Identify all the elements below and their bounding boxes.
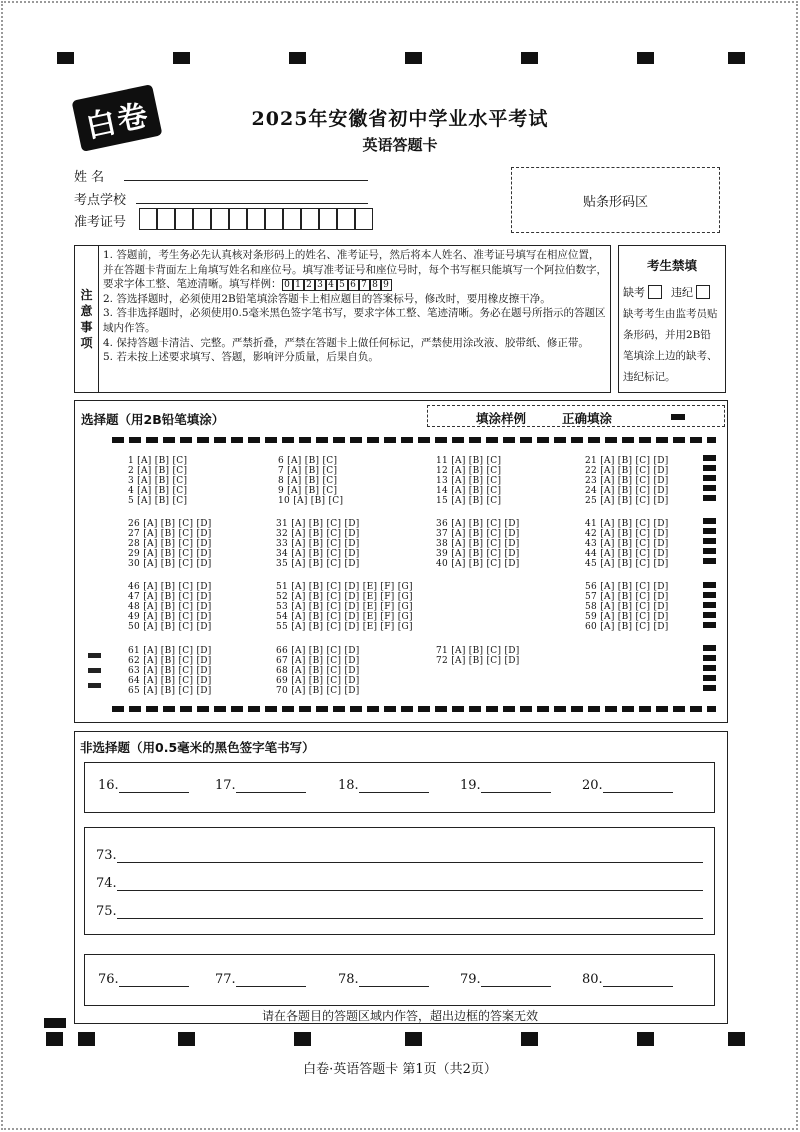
timing-mark bbox=[173, 52, 190, 64]
fill-sample-label: 填涂样例 bbox=[476, 411, 527, 426]
mc-question-row[interactable]: 6 [A] [B] [C] bbox=[278, 456, 338, 466]
answer-line-74[interactable]: 74. bbox=[96, 876, 703, 891]
mc-question-row[interactable]: 69 [A] [B] [C] [D] bbox=[276, 676, 360, 686]
page-footer: 白卷·英语答题卡 第1页（共2页） bbox=[303, 1062, 497, 1077]
timing-mark bbox=[46, 1032, 63, 1046]
timing-mark bbox=[405, 52, 422, 64]
violation-label: 违纪 bbox=[671, 286, 693, 299]
timing-mark bbox=[728, 52, 745, 64]
mc-question-row[interactable]: 47 [A] [B] [C] [D] bbox=[128, 592, 212, 602]
mc-question-row[interactable]: 54 [A] [B] [C] [D] [E] [F] [G] bbox=[276, 612, 413, 622]
proctor-panel bbox=[618, 245, 726, 393]
mc-question-row[interactable]: 21 [A] [B] [C] [D] bbox=[585, 456, 669, 466]
mc-question-row[interactable]: 7 [A] [B] [C] bbox=[278, 466, 338, 476]
answer-blank-17[interactable]: 17. bbox=[215, 778, 306, 793]
mc-question-row[interactable]: 1 [A] [B] [C] bbox=[128, 456, 188, 466]
name-label: 姓 名 bbox=[74, 170, 105, 185]
absent-label: 缺考 bbox=[623, 286, 645, 299]
mc-question-row[interactable]: 8 [A] [B] [C] bbox=[278, 476, 338, 486]
answer-blank-79[interactable]: 79. bbox=[460, 972, 551, 987]
mc-title: 选择题（用2B铅笔填涂） bbox=[81, 412, 225, 427]
baijuan-logo: 白卷 bbox=[71, 84, 162, 152]
answer-blank-77[interactable]: 77. bbox=[215, 972, 306, 987]
mc-question-row[interactable]: 45 [A] [B] [C] [D] bbox=[585, 559, 669, 569]
answer-blank-19[interactable]: 19. bbox=[460, 778, 551, 793]
barcode-area bbox=[511, 167, 720, 233]
notes-panel bbox=[74, 245, 611, 393]
mc-question-row[interactable]: 48 [A] [B] [C] [D] bbox=[128, 602, 212, 612]
timing-mark bbox=[78, 1032, 95, 1046]
mc-question-row[interactable]: 60 [A] [B] [C] [D] bbox=[585, 622, 669, 632]
answer-line-73[interactable]: 73. bbox=[96, 848, 703, 863]
mc-question-row[interactable]: 55 [A] [B] [C] [D] [E] [F] [G] bbox=[276, 622, 413, 632]
mc-question-row[interactable]: 42 [A] [B] [C] [D] bbox=[585, 529, 669, 539]
page-subtitle: 英语答题卡 bbox=[362, 136, 438, 154]
mc-question-row[interactable]: 71 [A] [B] [C] [D] bbox=[436, 646, 520, 656]
mc-question-row[interactable]: 70 [A] [B] [C] [D] bbox=[276, 686, 360, 696]
footer-note: 请在各题目的答题区域内作答，超出边框的答案无效 bbox=[261, 1009, 538, 1023]
mc-question-row[interactable]: 3 [A] [B] [C] bbox=[128, 476, 188, 486]
mc-question-row[interactable]: 64 [A] [B] [C] [D] bbox=[128, 676, 212, 686]
timing-mark bbox=[728, 1032, 745, 1046]
answer-blank-76[interactable]: 76. bbox=[98, 972, 189, 987]
mc-question-row[interactable]: 39 [A] [B] [C] [D] bbox=[436, 549, 520, 559]
mc-question-row[interactable]: 35 [A] [B] [C] [D] bbox=[276, 559, 360, 569]
timing-mark bbox=[289, 52, 306, 64]
violation-checkbox[interactable] bbox=[696, 285, 710, 299]
correct-fill-mark bbox=[671, 414, 685, 420]
fill-sample bbox=[427, 405, 725, 427]
mc-question-row[interactable]: 15 [A] [B] [C] bbox=[436, 496, 502, 506]
nc-title: 非选择题（用0.5毫米的黑色签字笔书写） bbox=[80, 740, 315, 755]
absent-checkbox[interactable] bbox=[648, 285, 662, 299]
mc-question-row[interactable]: 13 [A] [B] [C] bbox=[436, 476, 502, 486]
mc-question-row[interactable]: 65 [A] [B] [C] [D] bbox=[128, 686, 212, 696]
mc-question-row[interactable]: 36 [A] [B] [C] [D] bbox=[436, 519, 520, 529]
timing-mark bbox=[521, 1032, 538, 1046]
timing-mark bbox=[57, 52, 74, 64]
mc-question-row[interactable]: 37 [A] [B] [C] [D] bbox=[436, 529, 520, 539]
mc-question-row[interactable]: 67 [A] [B] [C] [D] bbox=[276, 656, 360, 666]
timing-mark bbox=[178, 1032, 195, 1046]
mc-question-row[interactable]: 59 [A] [B] [C] [D] bbox=[585, 612, 669, 622]
mc-question-row[interactable]: 58 [A] [B] [C] [D] bbox=[585, 602, 669, 612]
barcode-label: 贴条形码区 bbox=[582, 194, 648, 210]
mc-question-row[interactable]: 28 [A] [B] [C] [D] bbox=[128, 539, 212, 549]
mc-question-row[interactable]: 41 [A] [B] [C] [D] bbox=[585, 519, 669, 529]
mc-question-row[interactable]: 4 [A] [B] [C] bbox=[128, 486, 188, 496]
mc-question-row[interactable]: 30 [A] [B] [C] [D] bbox=[128, 559, 212, 569]
mc-question-row[interactable]: 43 [A] [B] [C] [D] bbox=[585, 539, 669, 549]
mc-question-row[interactable]: 38 [A] [B] [C] [D] bbox=[436, 539, 520, 549]
timing-dash-top bbox=[112, 437, 716, 443]
mc-question-row[interactable]: 14 [A] [B] [C] bbox=[436, 486, 502, 496]
mc-question-row[interactable]: 2 [A] [B] [C] bbox=[128, 466, 188, 476]
mc-question-row[interactable]: 49 [A] [B] [C] [D] bbox=[128, 612, 212, 622]
timing-mark bbox=[521, 52, 538, 64]
proctor-title: 考生禁填 bbox=[646, 258, 697, 273]
mc-question-row[interactable]: 9 [A] [B] [C] bbox=[278, 486, 338, 496]
timing-dash-bottom bbox=[112, 706, 716, 712]
mc-question-row[interactable]: 68 [A] [B] [C] [D] bbox=[276, 666, 360, 676]
answer-blank-16[interactable]: 16. bbox=[98, 778, 189, 793]
page-title: 2025年安徽省初中学业水平考试 bbox=[251, 108, 549, 130]
school-field[interactable] bbox=[136, 203, 368, 204]
mc-question-row[interactable]: 46 [A] [B] [C] [D] bbox=[128, 582, 212, 592]
mc-question-row[interactable]: 51 [A] [B] [C] [D] [E] [F] [G] bbox=[276, 582, 413, 592]
mc-question-row[interactable]: 32 [A] [B] [C] [D] bbox=[276, 529, 360, 539]
timing-mark bbox=[405, 1032, 422, 1046]
mc-question-row[interactable]: 44 [A] [B] [C] [D] bbox=[585, 549, 669, 559]
mc-question-row[interactable]: 25 [A] [B] [C] [D] bbox=[585, 496, 669, 506]
answer-blank-20[interactable]: 20. bbox=[582, 778, 673, 793]
mc-question-row[interactable]: 33 [A] [B] [C] [D] bbox=[276, 539, 360, 549]
timing-mark bbox=[637, 1032, 654, 1046]
mc-question-row[interactable]: 53 [A] [B] [C] [D] [E] [F] [G] bbox=[276, 602, 413, 612]
timing-mark bbox=[44, 1018, 66, 1028]
mc-question-row[interactable]: 31 [A] [B] [C] [D] bbox=[276, 519, 360, 529]
answer-line-75[interactable]: 75. bbox=[96, 904, 703, 919]
id-label: 准考证号 bbox=[74, 215, 127, 230]
proctor-instruction: 缺考考生由监考员贴条形码，并用2B铅笔填涂上边的缺考、违纪标记。 bbox=[623, 308, 718, 383]
mc-question-row[interactable]: 10 [A] [B] [C] bbox=[278, 496, 344, 506]
mc-question-row[interactable]: 66 [A] [B] [C] [D] bbox=[276, 646, 360, 656]
answer-blank-18[interactable]: 18. bbox=[338, 778, 429, 793]
mc-question-row[interactable]: 52 [A] [B] [C] [D] [E] [F] [G] bbox=[276, 592, 413, 602]
mc-question-row[interactable]: 72 [A] [B] [C] [D] bbox=[436, 656, 520, 666]
mc-question-row[interactable]: 23 [A] [B] [C] [D] bbox=[585, 476, 669, 486]
mc-question-row[interactable]: 27 [A] [B] [C] [D] bbox=[128, 529, 212, 539]
mc-question-row[interactable]: 63 [A] [B] [C] [D] bbox=[128, 666, 212, 676]
name-field[interactable] bbox=[124, 180, 368, 181]
answer-blank-80[interactable]: 80. bbox=[582, 972, 673, 987]
sample-digits: 0 1 2 3 4 5 6 7 8 9 bbox=[282, 278, 392, 290]
mc-question-row[interactable]: 5 [A] [B] [C] bbox=[128, 496, 188, 506]
mc-question-row[interactable]: 24 [A] [B] [C] [D] bbox=[585, 486, 669, 496]
mc-question-row[interactable]: 11 [A] [B] [C] bbox=[436, 456, 502, 466]
mc-question-row[interactable]: 22 [A] [B] [C] [D] bbox=[585, 466, 669, 476]
timing-mark bbox=[294, 1032, 311, 1046]
timing-mark bbox=[637, 52, 654, 64]
mc-question-row[interactable]: 26 [A] [B] [C] [D] bbox=[128, 519, 212, 529]
correct-fill-label: 正确填涂 bbox=[562, 411, 613, 426]
mc-question-row[interactable]: 40 [A] [B] [C] [D] bbox=[436, 559, 520, 569]
mc-question-row[interactable]: 56 [A] [B] [C] [D] bbox=[585, 582, 669, 592]
mc-question-row[interactable]: 50 [A] [B] [C] [D] bbox=[128, 622, 212, 632]
notes-label: 注 意 事 项 bbox=[75, 246, 99, 392]
mc-question-row[interactable]: 29 [A] [B] [C] [D] bbox=[128, 549, 212, 559]
mc-question-row[interactable]: 12 [A] [B] [C] bbox=[436, 466, 502, 476]
school-label: 考点学校 bbox=[74, 193, 127, 208]
mc-question-row[interactable]: 62 [A] [B] [C] [D] bbox=[128, 656, 212, 666]
mc-question-row[interactable]: 61 [A] [B] [C] [D] bbox=[128, 646, 212, 656]
mc-question-row[interactable]: 57 [A] [B] [C] [D] bbox=[585, 592, 669, 602]
mc-question-row[interactable]: 34 [A] [B] [C] [D] bbox=[276, 549, 360, 559]
notes-text: 1. 答题前，考生务必先认真核对条形码上的姓名、准考证号，然后将本人姓名、准考证号填写在相应位置，并在答题卡背面左上角填写姓名和座位号。填写准考证号和座位号时，每个书写框只能填写一个阿拉伯数字，要求字体工整、笔迹清晰。填写样例： 0 1 2 3 4 5 6 7 8 9 2. 答选择题时，必须使用2B铅笔填涂答题卡上相应题目的答案标号，修改时，要用橡皮擦干净。 3. 答非选择题时，必须使用0.5毫米黑色签字笔书写，要求字体工整、笔迹清晰。务必在题号所指示的答题区域内作答。 4. 保持答题卡清洁、完整。严禁折叠，严禁在答题卡上做任何标记，严禁使用涂改液、胶带纸、修正带。 5. 若未按上述要求填写、答题，影响评分质量，后果自负。 bbox=[103, 249, 607, 364]
answer-blank-78[interactable]: 78. bbox=[338, 972, 429, 987]
